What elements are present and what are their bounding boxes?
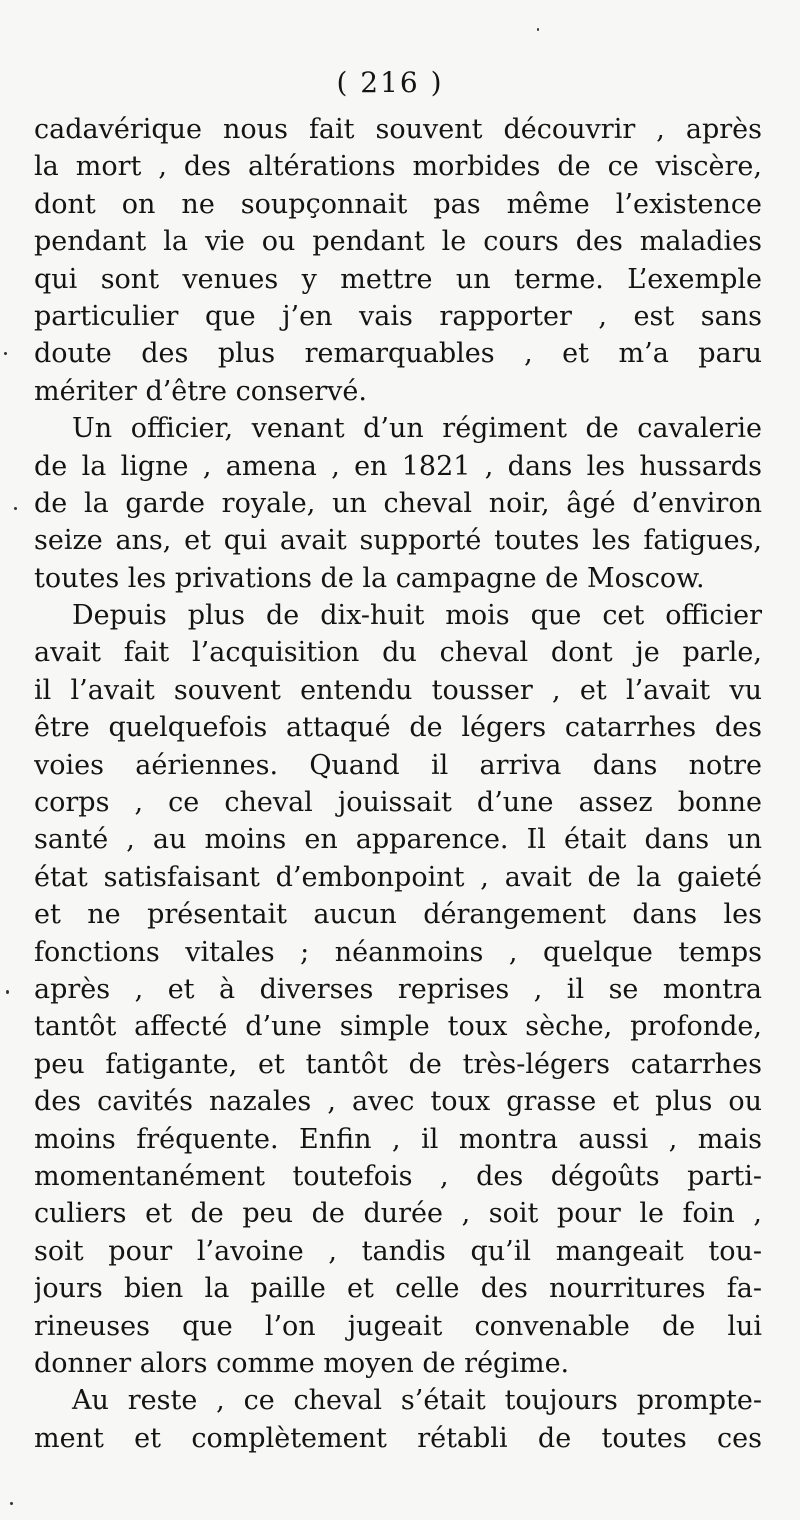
text-line: il l’avait souvent entendu tousser , et l’avait vu [34,674,762,706]
text-line: particulier que j’en vais rapporter , est sans [34,300,762,332]
text-line: tantôt affecté d’une simple toux sèche, profonde, [34,1011,762,1043]
text-line: corps , ce cheval jouissait d’une assez bonne [34,787,762,819]
text-line: de la ligne , amena , en 1821 , dans les hussards [34,450,762,482]
text-line: donner alors comme moyen de régime. [34,1347,570,1379]
print-speck [4,352,7,355]
print-speck [10,1502,13,1505]
text-line: avait fait l’acquisition du cheval dont je parle, [34,637,762,669]
text-line: culiers et de peu de durée , soit pour le foin , [34,1198,762,1230]
text-line: des cavités nazales , avec toux grasse et plus ou [34,1086,762,1118]
print-speck [537,28,539,31]
text-line: la mort , des altérations morbides de ce viscère, [34,151,762,183]
text-line: fonctions vitales ; néanmoins , quelque temps [34,936,762,968]
text-line: momentanément toutefois , des dégoûts parti- [34,1160,762,1192]
paragraph-start-line: Au reste , ce cheval s’était toujours prompte- [72,1385,762,1417]
text-line: et ne présentait aucun dérangement dans les [34,899,762,931]
text-line: jours bien la paille et celle des nourritures fa- [34,1273,762,1305]
text-line: cadavérique nous fait souvent découvrir , après [34,114,762,145]
text-line: doute des plus remarquables , et m’a paru [34,338,762,370]
text-line: pendant la vie ou pendant le cours des maladies [34,226,762,258]
text-line: qui sont venues y mettre un terme. L’exemple [34,263,762,295]
text-line: moins fréquente. Enfin , il montra aussi , mais [34,1123,762,1155]
text-line: dont on ne soupçonnait pas même l’existence [34,188,762,220]
text-line: voies aériennes. Quand il arriva dans notre [34,749,762,781]
text-line: après , et à diverses reprises , il se montra [34,973,762,1005]
print-speck [14,507,17,510]
text-line: toutes les privations de la campagne de Moscow. [34,562,705,594]
paragraph-start-line: Un officier, venant d’un régiment de cavalerie [72,413,762,445]
text-line: soit pour l’avoine , tandis qu’il mangeait tou- [34,1235,762,1267]
text-line: santé , au moins en apparence. Il était dans un [34,824,762,856]
text-line: mériter d’être conservé. [34,375,367,407]
paragraph-start-line: Depuis plus de dix-huit mois que cet officier [72,600,762,632]
text-line: être quelquefois attaqué de légers catarrhes des [34,712,762,744]
text-line: état satisfaisant d’embonpoint , avait de la gaieté [34,861,762,893]
text-line: seize ans, et qui avait supporté toutes les fatigues, [34,525,762,557]
body-text [34,111,762,1457]
text-line: rineuses que l’on jugeait convenable de lui [34,1310,762,1342]
page-number: ( 216 ) [336,66,444,99]
text-line: peu fatigante, et tantôt de très-légers catarrhes [34,1048,762,1080]
print-speck [6,990,9,994]
text-line: de la garde royale, un cheval noir, âgé d’environ [34,487,762,519]
text-line: ment et complètement rétabli de toutes ces [34,1422,762,1454]
